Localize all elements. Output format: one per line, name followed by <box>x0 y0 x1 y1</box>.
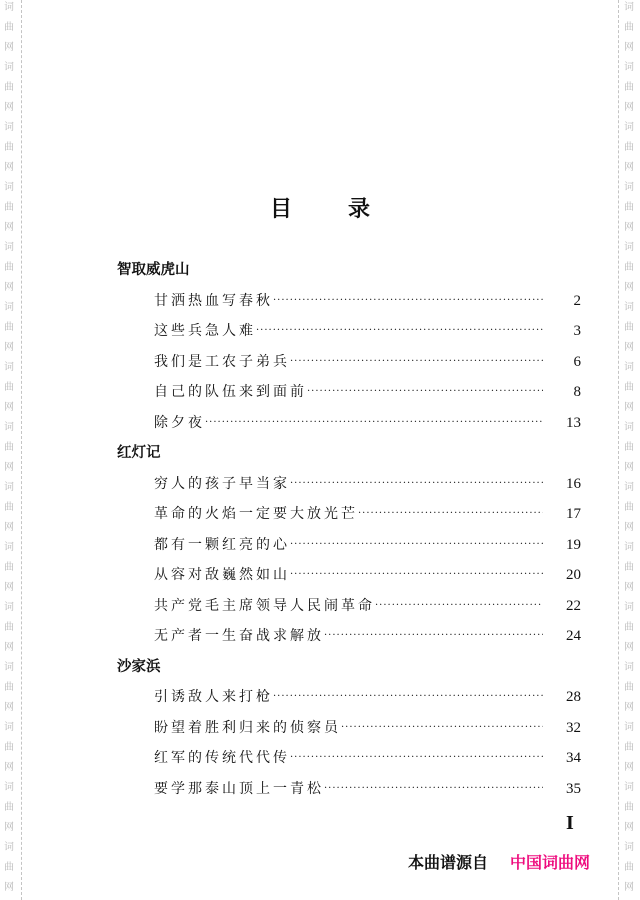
left-dashed-border <box>21 0 22 900</box>
watermark-char: 词 <box>624 362 634 373</box>
entry-title: 盼望着胜利归来的侦察员 <box>154 719 341 736</box>
watermark-char: 曲 <box>4 622 14 633</box>
toc-entry[interactable] <box>117 621 581 652</box>
right-dashed-border <box>618 0 619 900</box>
watermark-char: 网 <box>4 882 14 893</box>
watermark-char: 网 <box>624 342 634 353</box>
watermark-char: 网 <box>624 702 634 713</box>
watermark-char: 词 <box>624 2 634 13</box>
entry-page: 3 <box>573 323 581 339</box>
dot-leader <box>205 408 543 439</box>
watermark-char: 网 <box>4 762 14 773</box>
dot-leader <box>290 743 543 774</box>
watermark-char: 词 <box>4 122 14 133</box>
footer-text: 本曲谱源自 <box>408 853 489 872</box>
watermark-char: 曲 <box>4 202 14 213</box>
entry-page: 2 <box>573 292 581 309</box>
dot-leader <box>273 682 543 713</box>
watermark-char: 词 <box>4 482 14 493</box>
toc-entry[interactable] <box>117 560 581 591</box>
watermark-char: 词 <box>624 842 634 853</box>
watermark-char: 词 <box>4 722 14 733</box>
table-of-contents <box>117 255 581 804</box>
entry-title: 红军的传统代代传 <box>154 750 290 766</box>
toc-entry[interactable] <box>117 377 581 408</box>
dot-leader <box>290 560 543 591</box>
watermark-char: 词 <box>624 122 634 133</box>
toc-entry[interactable] <box>117 530 581 561</box>
watermark-char: 曲 <box>4 82 14 93</box>
watermark-char: 词 <box>4 422 14 433</box>
entry-page: 24 <box>566 628 581 644</box>
watermark-char: 曲 <box>4 262 14 273</box>
toc-entry[interactable] <box>117 408 581 439</box>
entry-page: 8 <box>573 384 581 400</box>
entry-title: 无产者一生奋战求解放 <box>154 628 324 644</box>
toc-entry[interactable] <box>117 713 581 744</box>
entry-title: 共产党毛主席领导人民闹革命 <box>154 597 375 614</box>
entry-page: 32 <box>566 719 581 736</box>
watermark-char: 曲 <box>4 742 14 753</box>
watermark-char: 网 <box>624 882 634 893</box>
watermark-char: 网 <box>624 282 634 293</box>
dot-leader <box>273 286 543 317</box>
watermark-char: 网 <box>4 342 14 353</box>
watermark-char: 网 <box>624 462 634 473</box>
dot-leader <box>307 377 543 408</box>
entry-title: 甘洒热血写春秋 <box>154 292 273 309</box>
dot-leader <box>256 316 543 347</box>
entry-title: 穷人的孩子早当家 <box>154 475 290 492</box>
watermark-char: 曲 <box>624 862 634 873</box>
watermark-char: 词 <box>624 662 634 673</box>
watermark-char: 词 <box>4 602 14 613</box>
section-heading: 红灯记 <box>117 445 161 461</box>
watermark-char: 曲 <box>624 622 634 633</box>
watermark-char: 曲 <box>624 742 634 753</box>
toc-entry[interactable] <box>117 682 581 713</box>
watermark-char: 词 <box>624 782 634 793</box>
dot-leader <box>290 530 543 561</box>
watermark-char: 网 <box>4 822 14 833</box>
toc-entry[interactable] <box>117 591 581 622</box>
entry-page: 6 <box>573 353 581 370</box>
watermark-char: 曲 <box>624 322 634 333</box>
watermark-char: 词 <box>624 242 634 253</box>
watermark-char: 词 <box>4 842 14 853</box>
watermark-char: 词 <box>4 362 14 373</box>
watermark-char: 词 <box>624 722 634 733</box>
entry-title: 从容对敌巍然如山 <box>154 567 290 583</box>
dot-leader <box>290 469 543 500</box>
watermark-char: 曲 <box>4 502 14 513</box>
watermark-char: 网 <box>624 522 634 533</box>
toc-entry[interactable] <box>117 286 581 317</box>
watermark-char: 网 <box>4 522 14 533</box>
watermark-char: 曲 <box>624 562 634 573</box>
watermark-char: 词 <box>624 182 634 193</box>
entry-title: 自己的队伍来到面前 <box>154 384 307 400</box>
watermark-char: 词 <box>4 182 14 193</box>
entry-page: 19 <box>566 536 581 553</box>
toc-entry[interactable] <box>117 743 581 774</box>
footer-brand-link[interactable]: 中国词曲网 <box>510 853 591 872</box>
watermark-char: 网 <box>624 222 634 233</box>
dot-leader <box>324 774 543 805</box>
entry-page: 35 <box>566 780 581 797</box>
watermark-char: 词 <box>624 302 634 313</box>
watermark-char: 曲 <box>624 682 634 693</box>
watermark-char: 曲 <box>4 142 14 153</box>
watermark-char: 词 <box>4 662 14 673</box>
watermark-char: 词 <box>624 542 634 553</box>
watermark-char: 网 <box>4 42 14 53</box>
watermark-char: 网 <box>624 762 634 773</box>
page-title: 目录 <box>269 197 426 222</box>
watermark-char: 词 <box>4 542 14 553</box>
watermark-char: 词 <box>4 242 14 253</box>
entry-page: 16 <box>566 475 581 492</box>
entry-title: 引诱敌人来打枪 <box>154 689 273 705</box>
entry-title: 除夕夜 <box>154 414 205 431</box>
watermark-char: 曲 <box>624 382 634 393</box>
watermark-char: 词 <box>624 422 634 433</box>
entry-page: 34 <box>566 750 581 766</box>
watermark-char: 网 <box>624 642 634 653</box>
entry-page: 20 <box>566 567 581 583</box>
entry-title: 都有一颗红亮的心 <box>154 536 290 553</box>
watermark-char: 曲 <box>624 142 634 153</box>
toc-entry[interactable] <box>117 347 581 378</box>
watermark-char: 曲 <box>624 802 634 813</box>
watermark-char: 曲 <box>624 202 634 213</box>
watermark-char: 曲 <box>624 22 634 33</box>
watermark-char: 词 <box>4 782 14 793</box>
watermark-char: 网 <box>4 582 14 593</box>
watermark-char: 词 <box>624 62 634 73</box>
watermark-char: 曲 <box>4 862 14 873</box>
watermark-char: 网 <box>624 42 634 53</box>
dot-leader <box>375 591 543 622</box>
entry-page: 22 <box>566 597 581 614</box>
dot-leader <box>358 499 543 530</box>
watermark-char: 曲 <box>624 442 634 453</box>
entry-title: 要学那泰山顶上一青松 <box>154 780 324 797</box>
page-number: I <box>566 812 574 834</box>
toc-entry[interactable] <box>117 774 581 805</box>
entry-title: 我们是工农子弟兵 <box>154 353 290 370</box>
watermark-char: 词 <box>4 62 14 73</box>
watermark-char: 曲 <box>4 442 14 453</box>
dot-leader <box>324 621 543 652</box>
watermark-char: 网 <box>4 642 14 653</box>
dot-leader <box>341 713 543 744</box>
entry-title: 这些兵急人难 <box>154 323 256 339</box>
watermark-char: 网 <box>624 822 634 833</box>
watermark-char: 网 <box>4 162 14 173</box>
watermark-char: 网 <box>4 702 14 713</box>
entry-page: 28 <box>566 689 581 705</box>
watermark-char: 词 <box>624 482 634 493</box>
dot-leader <box>290 347 543 378</box>
watermark-char: 曲 <box>624 262 634 273</box>
watermark-char: 曲 <box>4 22 14 33</box>
watermark-char: 曲 <box>624 502 634 513</box>
watermark-char: 网 <box>624 582 634 593</box>
watermark-char: 网 <box>624 162 634 173</box>
watermark-char: 网 <box>4 282 14 293</box>
entry-page: 17 <box>566 506 581 522</box>
watermark-char: 曲 <box>4 682 14 693</box>
section-heading: 智取威虎山 <box>117 262 190 278</box>
watermark-char: 网 <box>624 402 634 413</box>
toc-entry[interactable] <box>117 316 581 347</box>
watermark-char: 曲 <box>4 322 14 333</box>
toc-entry[interactable] <box>117 499 581 530</box>
watermark-char: 网 <box>4 102 14 113</box>
watermark-char: 网 <box>624 102 634 113</box>
watermark-char: 曲 <box>4 562 14 573</box>
toc-entry[interactable] <box>117 469 581 500</box>
watermark-char: 曲 <box>624 82 634 93</box>
footer-source <box>408 850 590 873</box>
section-heading: 沙家浜 <box>117 658 161 675</box>
entry-title: 革命的火焰一定要大放光芒 <box>154 506 358 522</box>
watermark-char: 词 <box>4 2 14 13</box>
watermark-char: 词 <box>4 302 14 313</box>
entry-page: 13 <box>566 414 581 431</box>
watermark-char: 网 <box>4 402 14 413</box>
watermark-char: 网 <box>4 222 14 233</box>
watermark-char: 网 <box>4 462 14 473</box>
watermark-char: 词 <box>624 602 634 613</box>
watermark-char: 曲 <box>4 382 14 393</box>
watermark-char: 曲 <box>4 802 14 813</box>
